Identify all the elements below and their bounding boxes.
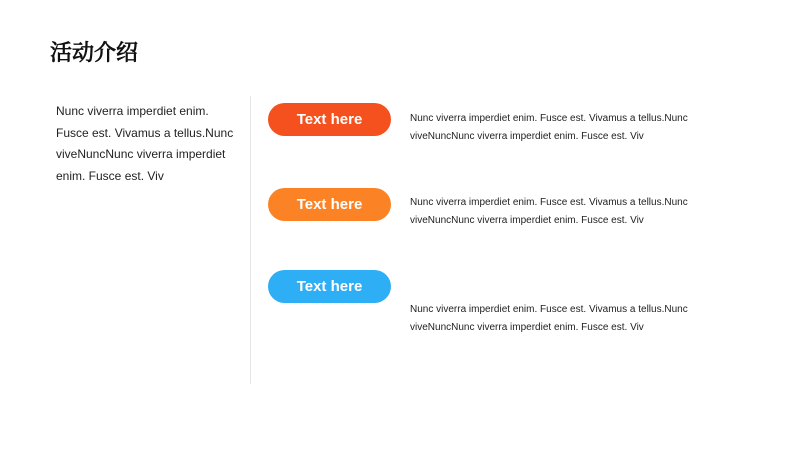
item-description-2 <box>410 194 710 230</box>
item-description-1 <box>410 110 710 146</box>
item-description-3 <box>410 301 710 337</box>
text-here-button-1[interactable]: Text here <box>268 103 391 136</box>
vertical-divider <box>250 96 251 384</box>
page-title: 活动介绍 <box>50 41 139 66</box>
item-description-2-line-2: viveNuncNunc viverra imperdiet enim. Fusce est. Viv <box>410 215 644 226</box>
item-description-2-line-1: Nunc viverra imperdiet enim. Fusce est. Vivamus a tellus.Nunc <box>410 197 688 208</box>
text-here-button-3[interactable]: Text here <box>268 270 391 303</box>
item-description-1-line-1: Nunc viverra imperdiet enim. Fusce est. Vivamus a tellus.Nunc <box>410 113 688 124</box>
item-description-3-line-1: Nunc viverra imperdiet enim. Fusce est. Vivamus a tellus.Nunc <box>410 304 688 315</box>
item-description-1-line-2: viveNuncNunc viverra imperdiet enim. Fusce est. Viv <box>410 131 644 142</box>
text-here-button-2[interactable]: Text here <box>268 188 391 221</box>
item-description-3-line-2: viveNuncNunc viverra imperdiet enim. Fusce est. Viv <box>410 322 644 333</box>
intro-text: Nunc viverra imperdiet enim. Fusce est. Vivamus a tellus.Nunc viveNuncNunc viverra imperdiet enim. Fusce est. Viv <box>56 104 234 183</box>
